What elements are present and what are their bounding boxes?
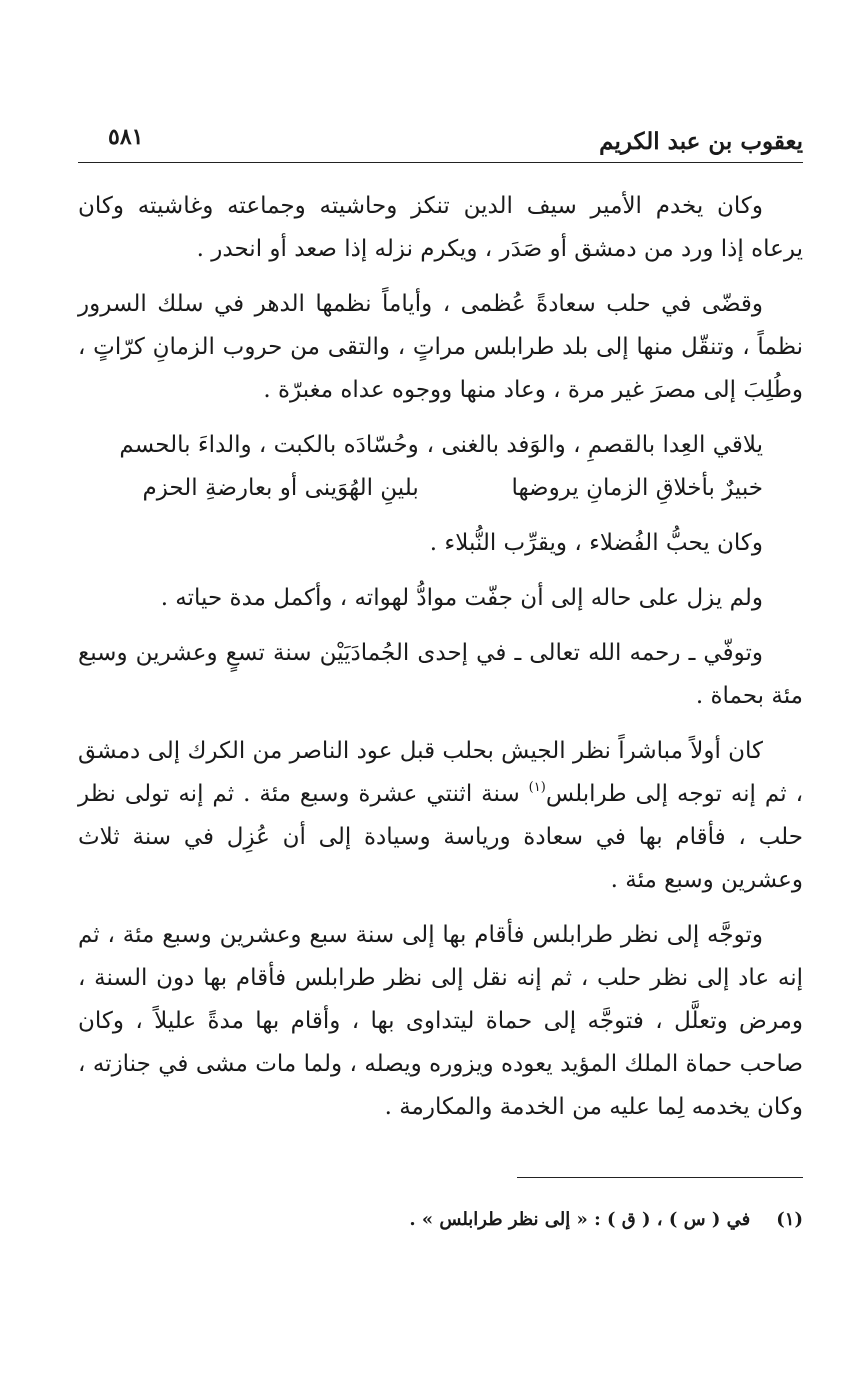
paragraph-text: سنة اثنتي عشرة وسبع مئة . ثم إنه تولى نظر حلب ، فأقام بها في سعادة ورياسة وسيادة إلى أن عُزِل في سنة ثلاث وعشرين وسبع مئة . bbox=[78, 781, 803, 893]
paragraph-with-footnote bbox=[78, 730, 803, 902]
verse-line bbox=[78, 467, 803, 510]
running-title: يعقوب بن عبد الكريم bbox=[599, 128, 803, 155]
poem bbox=[78, 424, 803, 510]
footnote bbox=[78, 1205, 803, 1235]
verse-second-hemistich: وحُسّادَه بالكبت ، والداءَ بالحسم bbox=[119, 432, 419, 458]
footnote-marker[interactable]: (١) bbox=[528, 780, 546, 795]
verse-line bbox=[78, 424, 803, 467]
paragraph: وتوفّي ـ رحمه الله تعالى ـ في إحدى الجُمادَيَيْن سنة تسعٍ وعشرين وسبع مئة بحماة . bbox=[78, 640, 803, 709]
paragraph: وقضّى في حلب سعادةً عُظمى ، وأياماً نظمها الدهر في سلك السرور نظماً ، وتنقّل منها إلى بلد طرابلس مراتٍ ، والتقى من حروب الزمانِ كرّاتٍ ، وطُلِبَ إلى مصرَ غير مرة ، وعاد منها ووجوه عداه مغبرّة . bbox=[78, 291, 803, 403]
paragraph: ولم يزل على حاله إلى أن جفّت موادُّ لهواته ، وأكمل مدة حياته . bbox=[160, 585, 763, 611]
page-header bbox=[78, 120, 803, 163]
verse-first-hemistich: خبيرٌ بأخلاقِ الزمانِ يروضها bbox=[511, 475, 763, 501]
footnote-number: (١) bbox=[776, 1209, 803, 1230]
paragraph: وتوجَّه إلى نظر طرابلس فأقام بها إلى سنة سبع وعشرين وسبع مئة ، ثم إنه عاد إلى نظر حلب ، ثم إنه نقل إلى نظر طرابلس فأقام بها دون السنة ، ومرض وتعلَّل ، فتوجَّه إلى حماة ليتداوى بها ، وأقام بها مدةً عليلاً ، وكان صاحب حماة الملك المؤيد يعوده ويزوره ويصله ، ولما مات مشى في جنازته ، وكان يخدمه لِما عليه من الخدمة والمكارمة . bbox=[78, 922, 803, 1120]
footnote-text: في ( س ) ، ( ق ) : « إلى نظر طرابلس » . bbox=[409, 1209, 751, 1230]
verse-second-hemistich: بلينِ الهُوَينى أو بعارضةِ الحزم bbox=[142, 475, 419, 501]
paragraph: وكان يخدم الأمير سيف الدين تنكز وحاشيته وجماعته وغاشيته وكان يرعاه إذا ورد من دمشق أو صَدَر ، ويكرم نزله إذا صعد أو انحدر . bbox=[78, 193, 803, 262]
footnote-divider bbox=[517, 1177, 803, 1178]
paragraph-text: كان أولاً مباشراً نظر الجيش بحلب قبل عود الناصر من الكرك إلى دمشق ، ثم إنه توجه إلى طرابلس bbox=[78, 738, 803, 807]
page-number: ٥٨١ bbox=[108, 124, 144, 150]
main-text bbox=[78, 185, 803, 1141]
verse-first-hemistich: يلاقي العِدا بالقصمِ ، والوَفد بالغنى ، bbox=[426, 432, 763, 458]
paragraph: وكان يحبُّ الفُضلاء ، ويقرِّب النُّبلاء . bbox=[429, 530, 763, 556]
